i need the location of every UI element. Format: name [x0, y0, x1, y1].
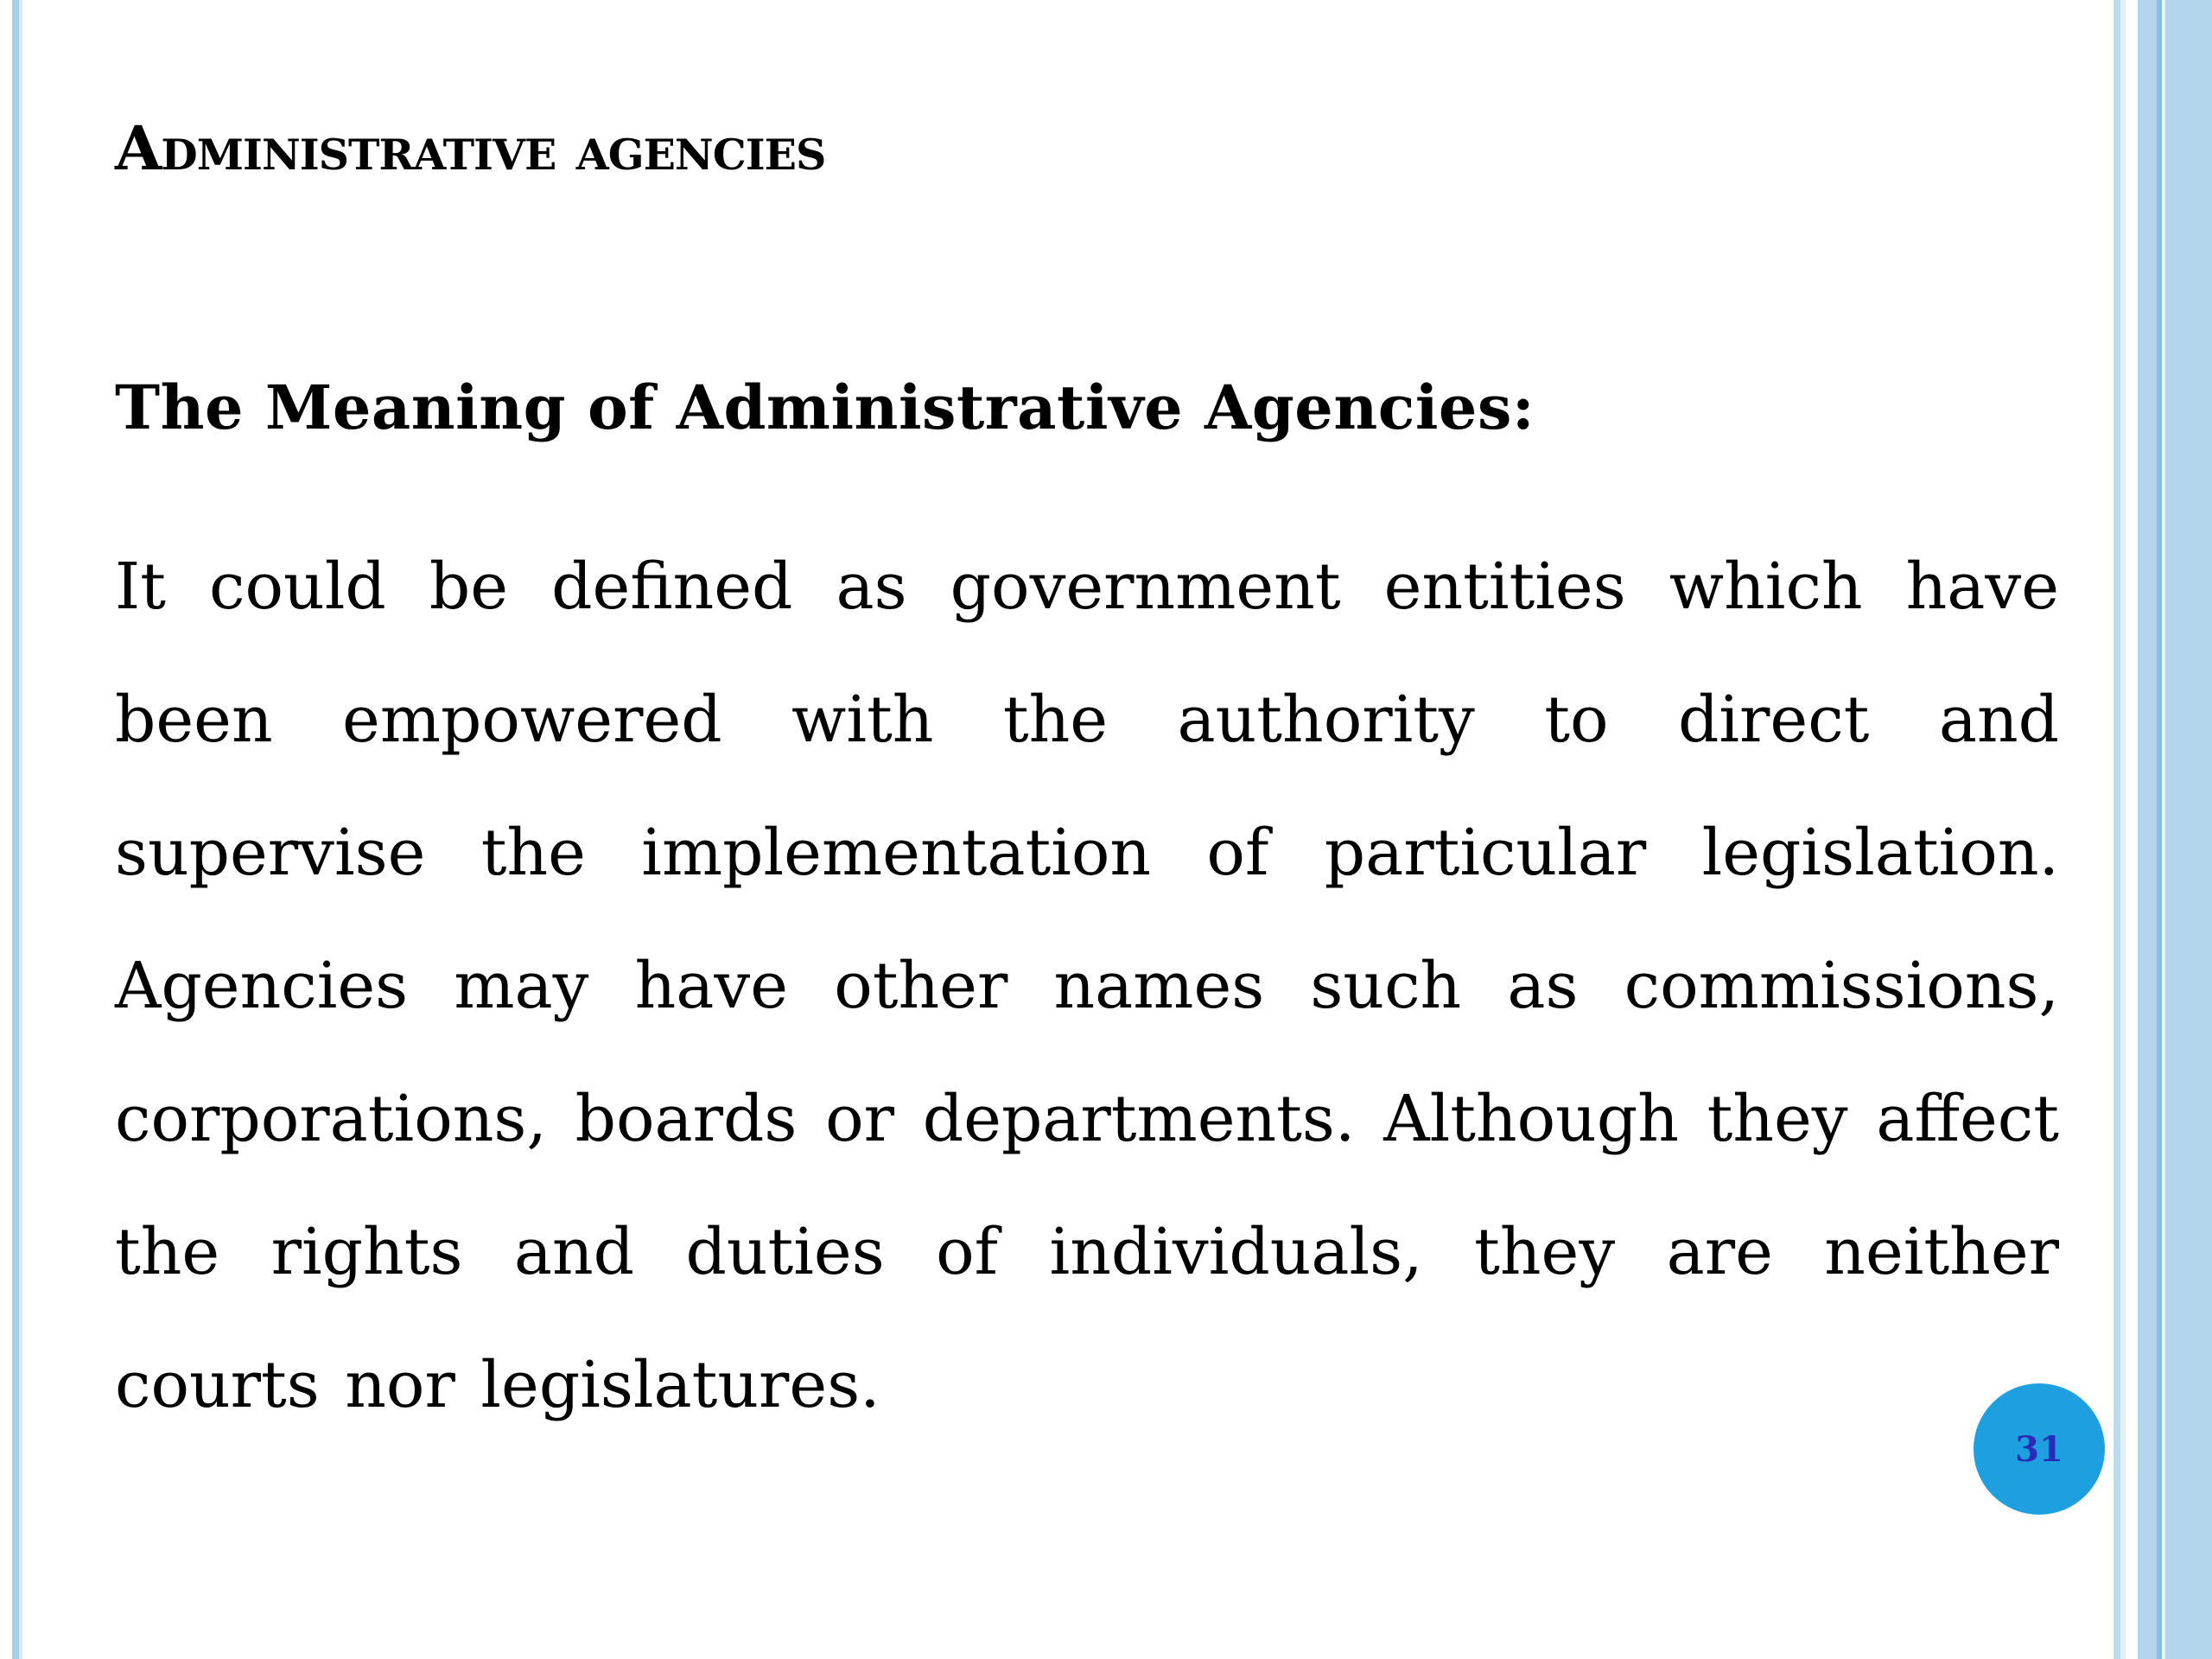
page-number: 31 [2015, 1428, 2063, 1470]
right-border-band [2138, 0, 2212, 1659]
right-border-stripe-1 [2113, 0, 2120, 1659]
right-decorative-border [2112, 0, 2212, 1659]
slide-body-text: It could be defined as government entities which have been empowered with the authority to direct and supervise the implementation of particular legislation. Agencies may have other names such as commissions, corporations, boards or departments. Although they affect the rights and duties of individuals, they are neither courts nor legislatures. [115, 550, 2059, 1422]
left-border-stripe-light [19, 0, 22, 1659]
left-decorative-border [0, 0, 29, 1659]
slide-title: Administrative agencies [115, 112, 826, 184]
left-border-stripe [12, 0, 19, 1659]
slide-subtitle: The Meaning of Administrative Agencies: [115, 372, 1535, 443]
page-number-badge [1974, 1383, 2105, 1515]
right-border-stripe-4 [2162, 0, 2165, 1659]
right-border-stripe-2 [2120, 0, 2126, 1659]
